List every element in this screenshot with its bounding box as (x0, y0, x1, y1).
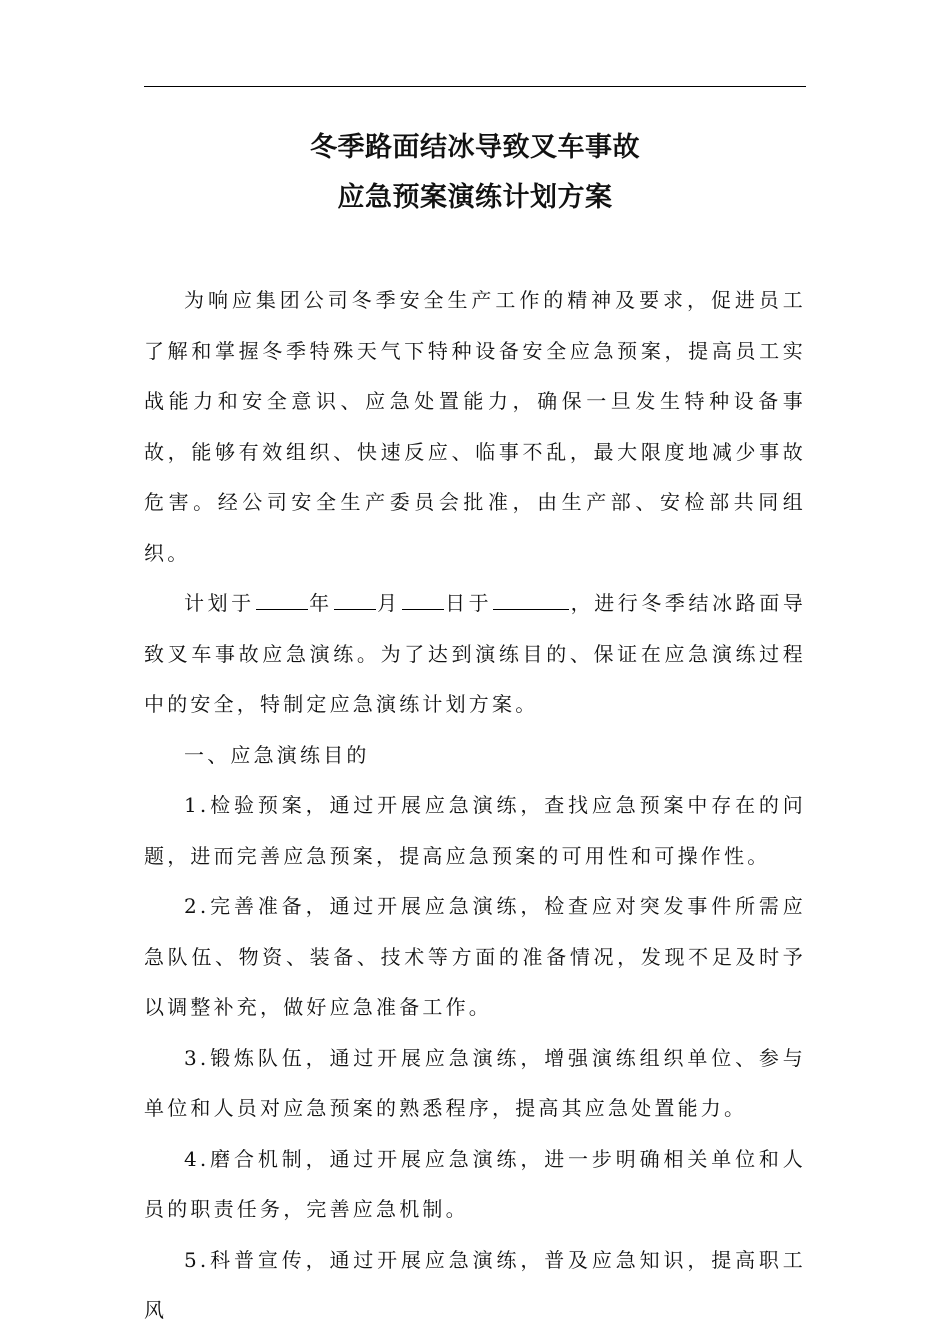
schedule-suffix: ，进行冬季结冰路面导致叉车事故应急演练。为了达到演练目的、保证在应急演练过程中的安全，特制定应急演练计划方案。 (144, 591, 807, 716)
section-heading: 一、应急演练目的 (184, 742, 370, 767)
header-rule (144, 86, 806, 87)
location-blank (493, 588, 569, 610)
month-blank (334, 588, 376, 610)
document-title-line1: 冬季路面结冰导致叉车事故 (310, 132, 640, 163)
schedule-paragraph (144, 578, 806, 730)
schedule-day-label: 日于 (444, 591, 493, 615)
document-title-line2: 应急预案演练计划方案 (337, 182, 613, 213)
schedule-year-label: 年 (308, 591, 333, 615)
list-item: 2.完善准备，通过开展应急演练，检查应对突发事件所需应急队伍、物资、装备、技术等方面的准备情况，发现不足及时予以调整补充，做好应急准备工作。 (144, 894, 806, 1019)
year-blank (256, 588, 308, 610)
schedule-prefix: 计划于 (184, 591, 255, 615)
list-item: 5.科普宣传，通过开展应急演练，普及应急知识，提高职工风 (144, 1247, 806, 1322)
document-body (144, 275, 806, 1336)
schedule-month-label: 月 (376, 591, 401, 615)
list-item: 4.磨合机制，通过开展应急演练，进一步明确相关单位和人员的职责任务，完善应急机制。 (144, 1146, 806, 1221)
day-blank (402, 588, 444, 610)
list-item: 3.锻炼队伍，通过开展应急演练，增强演练组织单位、参与单位和人员对应急预案的熟悉程序，提高其应急处置能力。 (144, 1045, 806, 1120)
list-item: 1.检验预案，通过开展应急演练，查找应急预案中存在的问题，进而完善应急预案，提高应急预案的可用性和可操作性。 (144, 793, 806, 868)
intro-paragraph: 为响应集团公司冬季安全生产工作的精神及要求，促进员工了解和掌握冬季特殊天气下特种设备安全应急预案，提高员工实战能力和安全意识、应急处置能力，确保一旦发生特种设备事故，能够有效组织、快速反应、临事不乱，最大限度地减少事故危害。经公司安全生产委员会批准，由生产部、安检部共同组织。 (144, 288, 806, 565)
